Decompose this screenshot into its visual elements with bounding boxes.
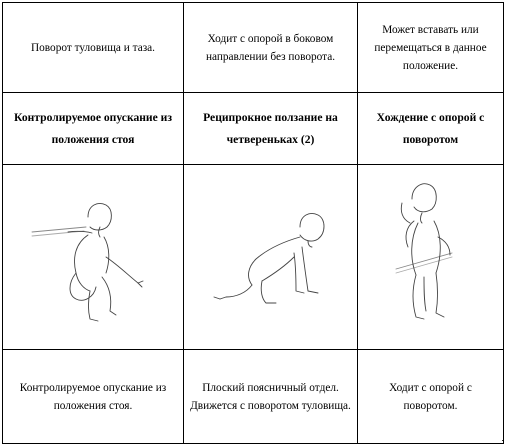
table-heading: Хождение с опорой с поворотом bbox=[358, 93, 504, 165]
illustration-cell bbox=[3, 165, 184, 350]
milestones-table bbox=[2, 2, 504, 444]
baby-lowering-from-standing-figure bbox=[18, 187, 168, 327]
illustration-cell bbox=[358, 165, 504, 350]
baby-crawling-figure bbox=[196, 187, 346, 327]
table-cell: Контролируемое опускание из положения стоя. bbox=[3, 350, 184, 444]
table-cell: Может вставать или перемещаться в данное положение. bbox=[358, 3, 504, 93]
illustration-row bbox=[3, 165, 504, 350]
table-header-row bbox=[3, 93, 504, 165]
table-cell: Ходит с опорой с поворотом. bbox=[358, 350, 504, 444]
corner-mark: · bbox=[501, 435, 504, 445]
table-row bbox=[3, 350, 504, 444]
table-heading: Контролируемое опускание из положения стоя bbox=[3, 93, 184, 165]
table-cell: Поворот туловища и таза. bbox=[3, 3, 184, 93]
table-row bbox=[3, 3, 504, 93]
table-heading: Реципрокное ползание на четвереньках (2) bbox=[184, 93, 358, 165]
illustration-cell bbox=[184, 165, 358, 350]
table-cell: Ходит с опорой в боковом направлении без поворота. bbox=[184, 3, 358, 93]
baby-walking-with-support-figure bbox=[366, 177, 496, 337]
table-cell: Плоский поясничный отдел. Движется с поворотом туловища. bbox=[184, 350, 358, 444]
